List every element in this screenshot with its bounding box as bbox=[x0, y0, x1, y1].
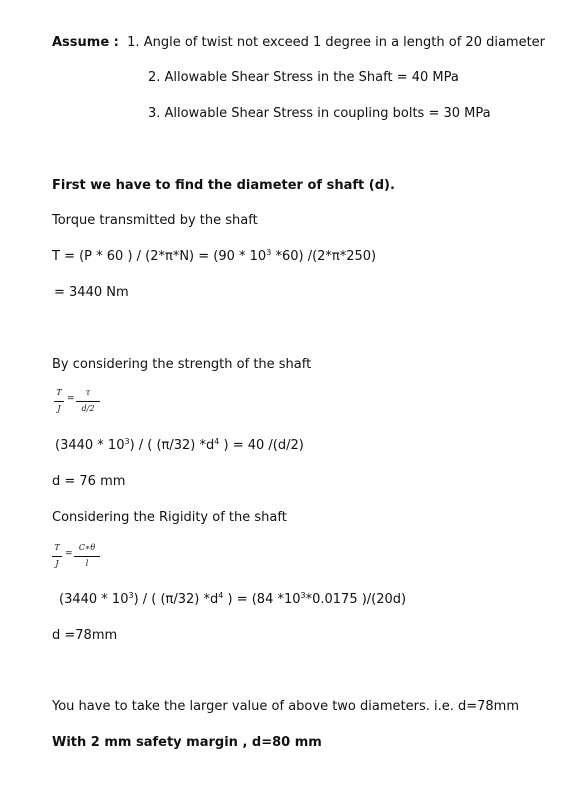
strength-result: d = 76 mm bbox=[52, 474, 126, 489]
assumption-1: 1. Angle of twist not exceed 1 degree in a length of 20 diameter bbox=[127, 35, 546, 50]
final-result: With 2 mm safety margin , d=80 mm bbox=[52, 735, 322, 750]
assumption-line-1 bbox=[52, 34, 545, 52]
rigidity-formula: T J = C∗θ l bbox=[52, 543, 122, 577]
conclusion-text: You have to take the larger value of above two diameters. i.e. d=78mm bbox=[52, 699, 520, 714]
torque-equation: T = (P * 60 ) / $(2*\pi*N) = (90 * 10^3$ *60) /(2*π*250) bbox=[52, 248, 377, 264]
strength-equation: $(3440 * 10^3)$ / ( (π/32) $*d^4$ ) = 40 /(d/2) bbox=[55, 437, 304, 453]
assume-label: Assume : bbox=[52, 35, 119, 50]
assumption-2: 2. Allowable Shear Stress in the Shaft = 40 MPa bbox=[148, 70, 459, 85]
rigidity-equation: $(3440 * 10^3)$ / ( (π/32) $*d^4$ ) = (84 $*10^3*0.0175$ )/(20d) bbox=[59, 591, 407, 607]
strength-intro: By considering the strength of the shaft bbox=[52, 357, 312, 372]
torque-result: = 3440 Nm bbox=[54, 285, 129, 300]
rigidity-intro: Considering the Rigidity of the shaft bbox=[52, 510, 287, 525]
section-heading: First we have to find the diameter of shaft (d). bbox=[52, 178, 395, 193]
torque-intro: Torque transmitted by the shaft bbox=[52, 213, 258, 228]
strength-formula: T J = τ d/2 bbox=[54, 388, 114, 422]
rigidity-result: d =78mm bbox=[52, 628, 118, 643]
assumption-3: 3. Allowable Shear Stress in coupling bolts = 30 MPa bbox=[148, 106, 491, 121]
